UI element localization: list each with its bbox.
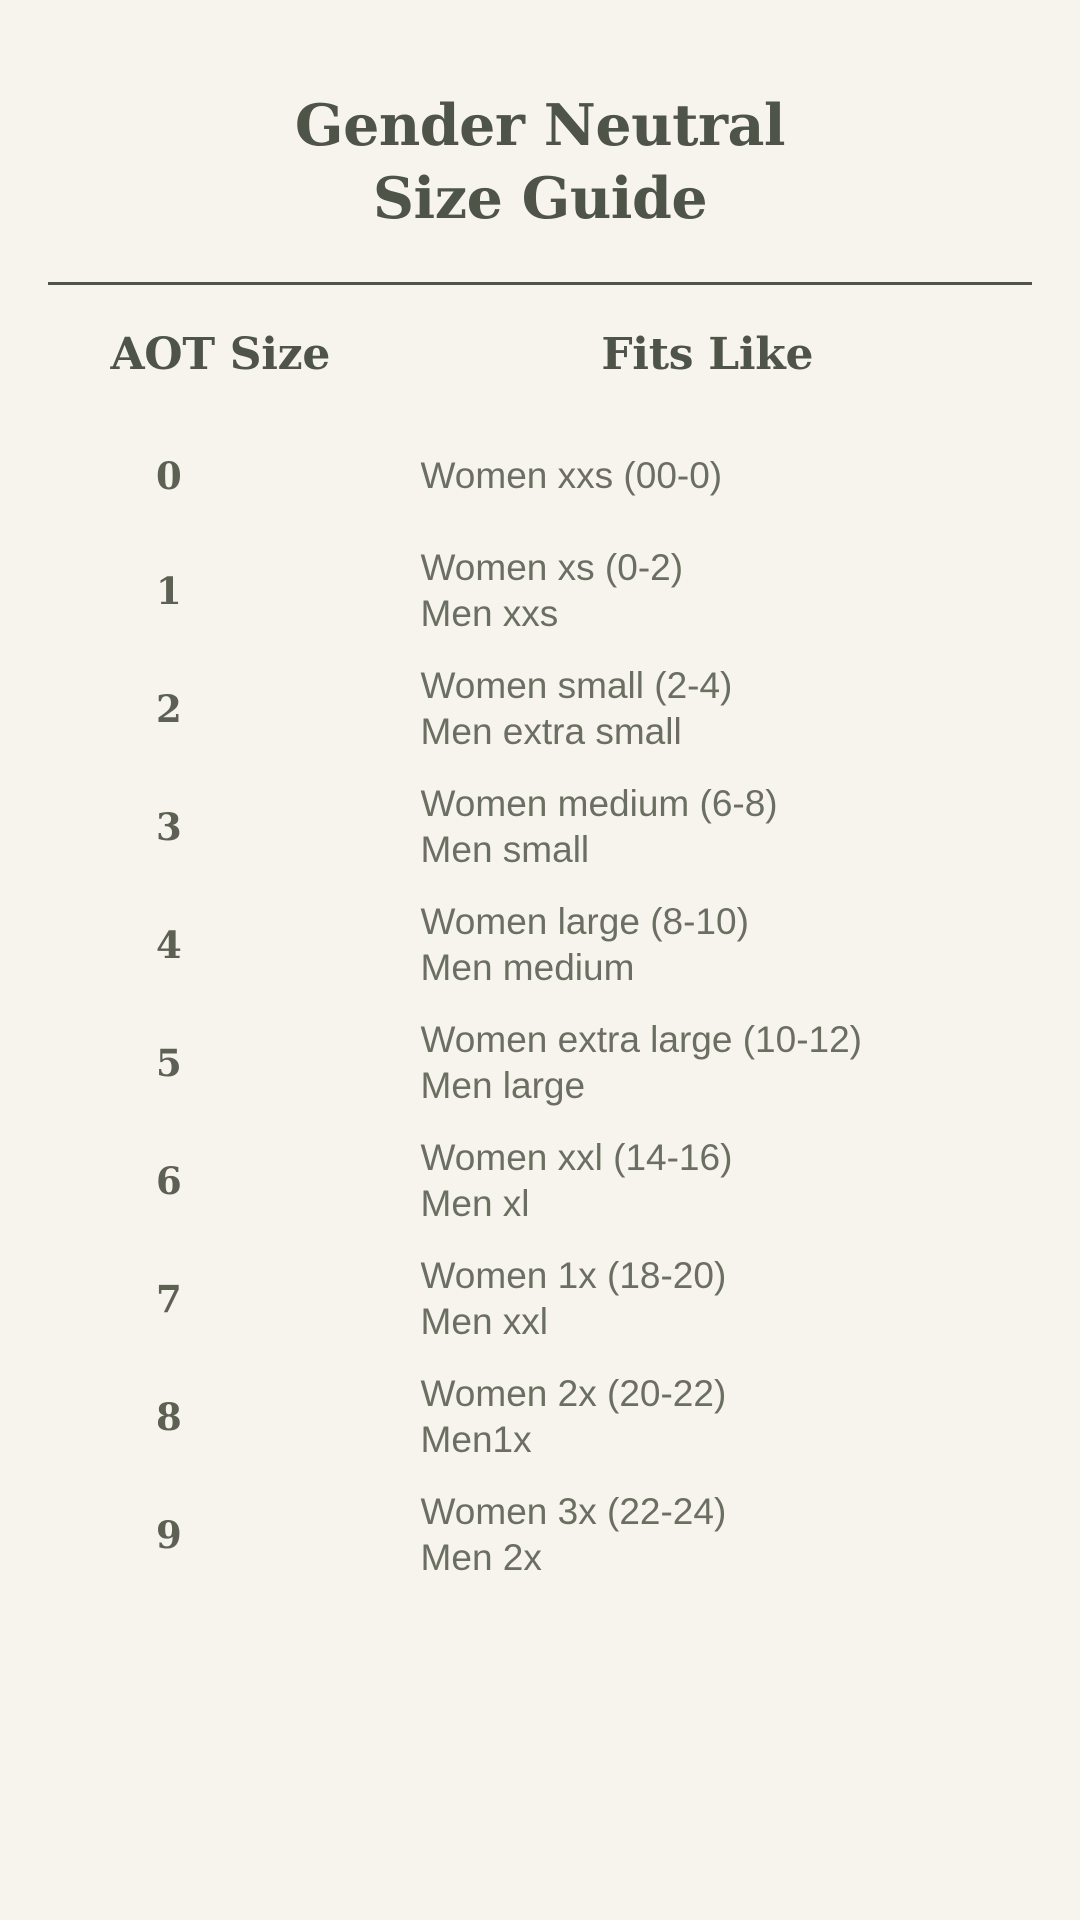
title-line-2: Size Guide	[372, 164, 708, 232]
cell-fits-like	[383, 1358, 1032, 1476]
fits-like-line: Men1x	[420, 1418, 532, 1460]
table-row	[48, 768, 1032, 886]
title-line-1: Gender Neutral	[294, 92, 786, 159]
cell-aot-size: 8	[156, 1394, 182, 1439]
cell-fits-like	[383, 1004, 1032, 1122]
table-row	[48, 532, 1032, 650]
header-divider	[48, 282, 1032, 285]
fits-like-line: Women large (8-10)	[420, 900, 749, 942]
fits-like-line: Men xxl	[420, 1300, 549, 1342]
fits-like-line: Men medium	[420, 946, 635, 988]
fits-like-line: Women xs (0-2)	[420, 546, 684, 588]
cell-aot-size: 5	[156, 1040, 182, 1085]
column-header-fits-like: Fits Like	[601, 328, 814, 380]
fits-like-line: Women small (2-4)	[420, 664, 733, 706]
fits-like-line: Women xxs (00-0)	[420, 454, 723, 496]
fits-like-line: Men xl	[420, 1182, 530, 1224]
cell-aot-size: 3	[156, 804, 182, 849]
fits-like-line: Men xxs	[420, 592, 559, 634]
fits-like-line: Women 2x (20-22)	[420, 1372, 727, 1414]
fits-like-line: Women xxl (14-16)	[420, 1136, 733, 1178]
table-row	[48, 1122, 1032, 1240]
cell-aot-size: 1	[156, 568, 182, 613]
table-row	[48, 650, 1032, 768]
cell-fits-like	[383, 650, 1032, 768]
fits-like-line: Men small	[420, 828, 590, 870]
cell-aot-size: 0	[156, 453, 182, 498]
size-table-body	[48, 420, 1032, 1594]
cell-aot-size: 4	[156, 922, 182, 967]
cell-fits-like	[383, 768, 1032, 886]
cell-aot-size: 9	[156, 1512, 182, 1557]
table-row	[48, 1240, 1032, 1358]
cell-aot-size: 7	[156, 1276, 182, 1321]
fits-like-line: Men large	[420, 1064, 586, 1106]
fits-like-line: Women 1x (18-20)	[420, 1254, 727, 1296]
fits-like-line: Men 2x	[420, 1536, 542, 1578]
fits-like-line: Women medium (6-8)	[420, 782, 778, 824]
cell-fits-like	[383, 1240, 1032, 1358]
table-row	[48, 886, 1032, 1004]
column-header-aot-size: AOT Size	[110, 328, 331, 380]
table-row	[48, 1004, 1032, 1122]
cell-aot-size: 6	[156, 1158, 182, 1203]
fits-like-line: Women extra large (10-12)	[420, 1018, 862, 1060]
page-title	[48, 0, 1032, 236]
cell-fits-like	[383, 1122, 1032, 1240]
fits-like-line: Men extra small	[420, 710, 682, 752]
table-row	[48, 1476, 1032, 1594]
cell-fits-like	[383, 1476, 1032, 1594]
table-header-row	[48, 307, 1032, 420]
table-row	[48, 1358, 1032, 1476]
cell-fits-like	[383, 532, 1032, 650]
fits-like-line: Women 3x (22-24)	[420, 1490, 727, 1532]
size-table	[48, 307, 1032, 1594]
cell-aot-size: 2	[156, 686, 182, 731]
cell-fits-like	[383, 886, 1032, 1004]
cell-fits-like	[383, 420, 1032, 532]
table-row	[48, 420, 1032, 532]
